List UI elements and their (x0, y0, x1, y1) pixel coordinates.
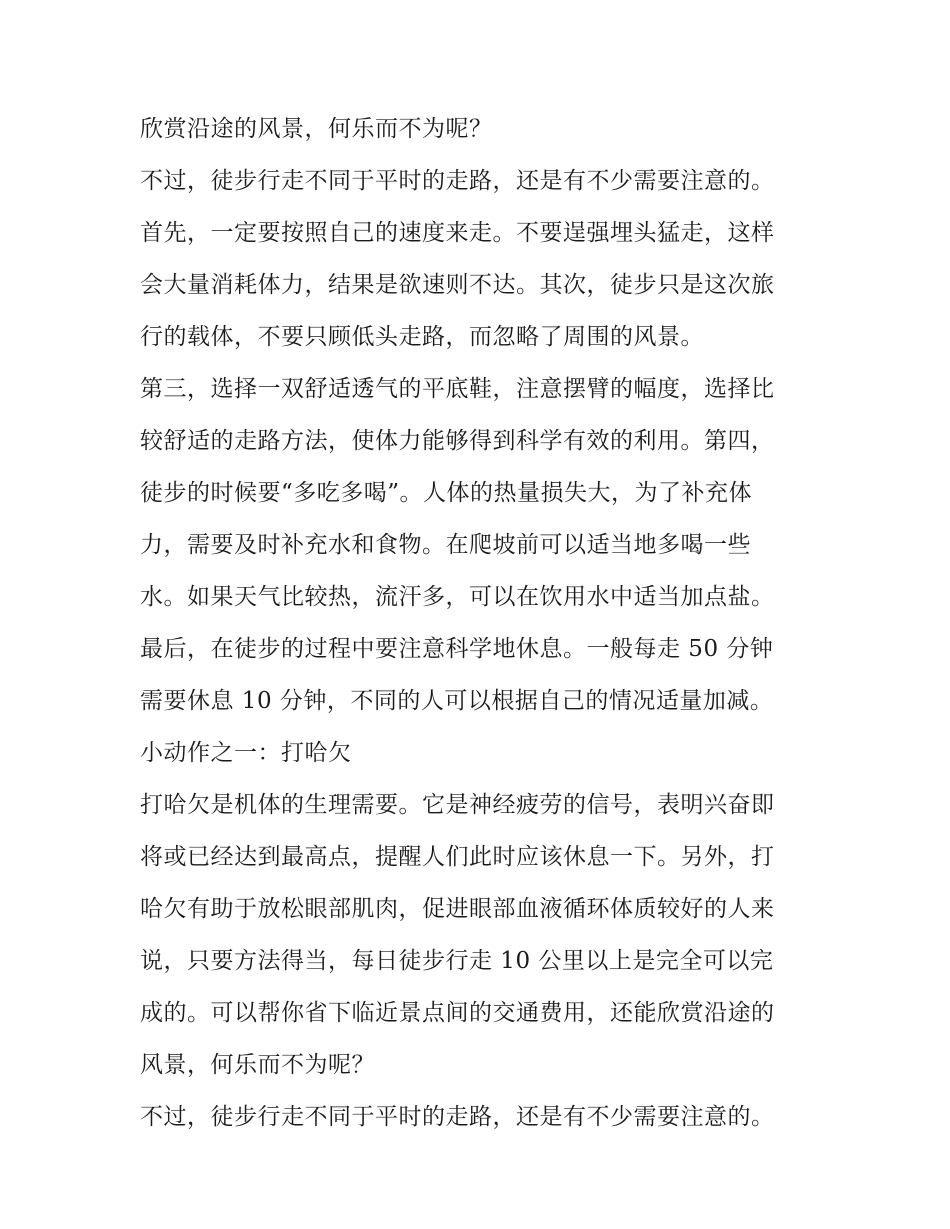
text-line: 第三，选择一双舒适透气的平底鞋，注意摆臂的幅度，选择比 (140, 376, 775, 402)
text-line: 说，只要方法得当，每日徒步行走 10 公里以上是完全可以完 (140, 948, 774, 974)
text-line: 较舒适的走路方法，使体力能够得到科学有效的利用。第四， (140, 428, 775, 454)
document-body (140, 103, 820, 1143)
text-line: 力，需要及时补充水和食物。在爬坡前可以适当地多喝一些 (140, 532, 751, 558)
text-line: 打哈欠是机体的生理需要。它是神经疲劳的信号，表明兴奋即 (140, 792, 775, 818)
text-line: 会大量消耗体力，结果是欲速则不达。其次，徒步只是这次旅 (140, 272, 775, 298)
text-line: 需要休息 10 分钟，不同的人可以根据自己的情况适量加减。 (140, 688, 774, 714)
text-line: 首先，一定要按照自己的速度来走。不要逞强埋头猛走，这样 (140, 220, 775, 246)
text-line: 哈欠有助于放松眼部肌肉，促进眼部血液循环体质较好的人来 (140, 896, 775, 922)
text-line: 欣赏沿途的风景，何乐而不为呢？ (140, 116, 493, 142)
text-line: 行的载体，不要只顾低头走路，而忽略了周围的风景。 (140, 324, 704, 350)
text-line: 最后，在徒步的过程中要注意科学地休息。一般每走 50 分钟 (140, 636, 774, 662)
text-line: 不过，徒步行走不同于平时的走路，还是有不少需要注意的。 (140, 168, 775, 194)
text-line: 徒步的时候要“多吃多喝”。人体的热量损失大，为了补充体 (140, 480, 753, 506)
text-line: 将或已经达到最高点，提醒人们此时应该休息一下。另外，打 (140, 844, 775, 870)
text-line: 不过，徒步行走不同于平时的走路，还是有不少需要注意的。 (140, 1104, 775, 1130)
section-heading: 小动作之一：打哈欠 (140, 740, 352, 766)
text-line: 水。如果天气比较热，流汗多，可以在饮用水中适当加点盐。 (140, 584, 775, 610)
text-line: 风景，何乐而不为呢？ (140, 1052, 375, 1078)
text-line: 成的。可以帮你省下临近景点间的交通费用，还能欣赏沿途的 (140, 1000, 775, 1026)
